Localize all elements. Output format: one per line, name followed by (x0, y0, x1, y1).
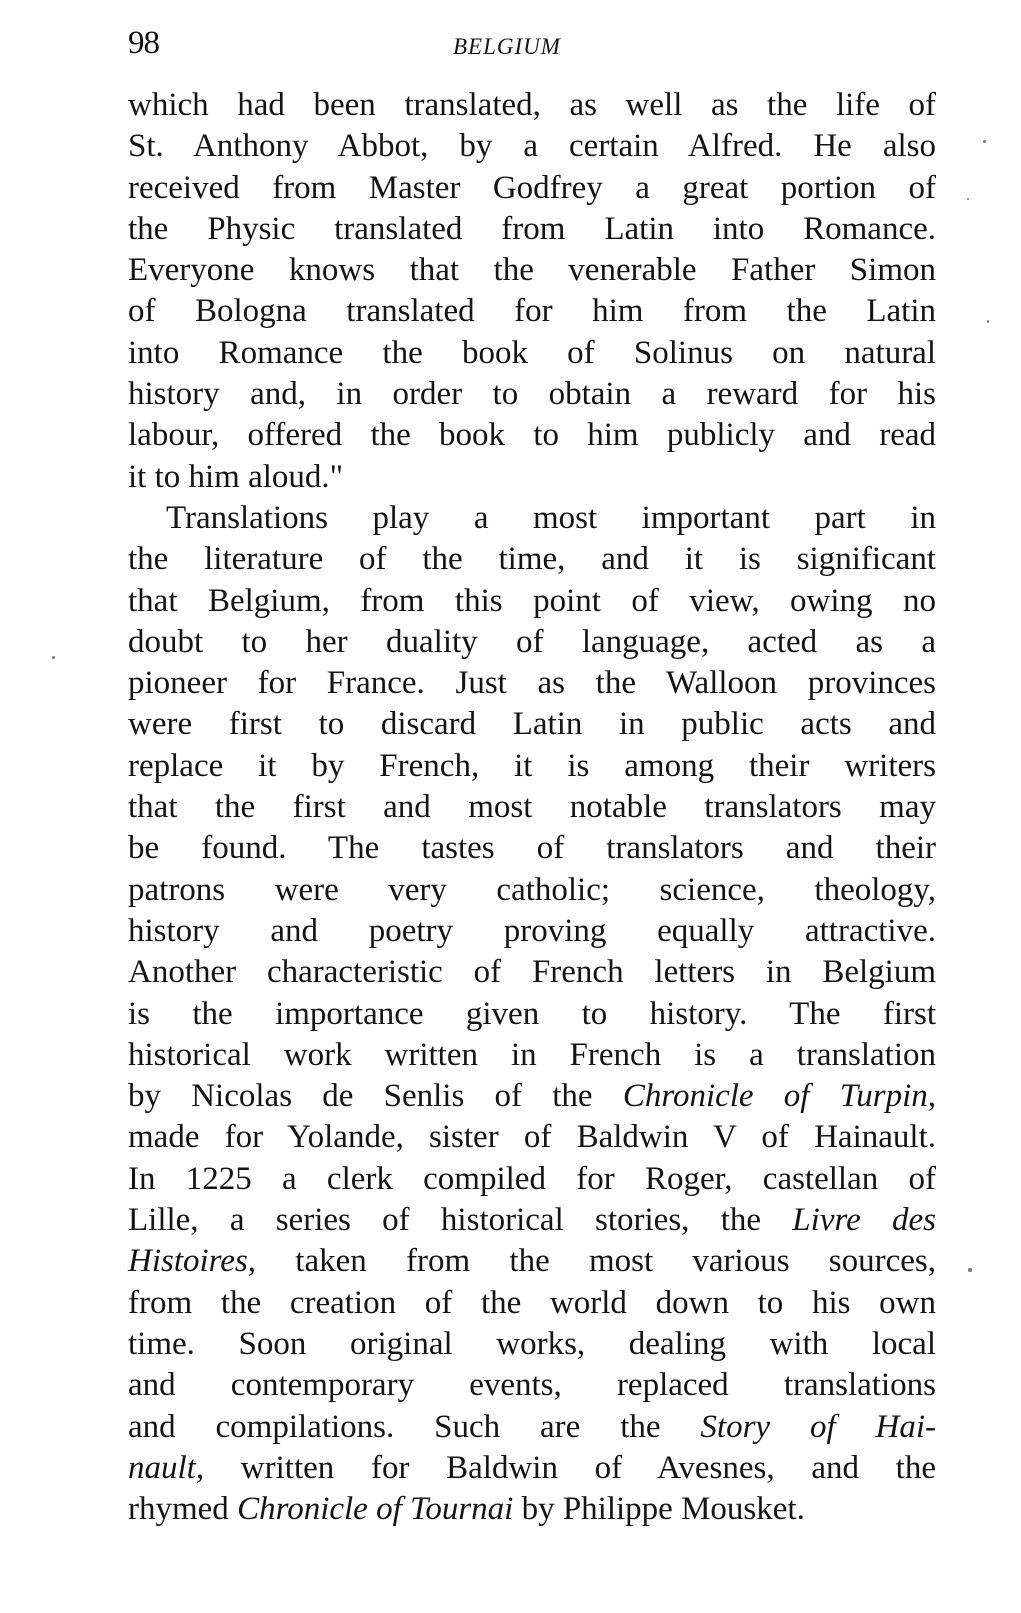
text-line (128, 1076, 936, 1117)
text-line: Translations play a most important part in (166, 499, 936, 536)
text-line: that the first and most notable translators may (128, 789, 936, 826)
text-segment: written for Baldwin of Avesnes, and the (204, 1449, 936, 1486)
text-line: received from Master Godfrey a great portion of (128, 169, 936, 206)
text-line: time. Soon original works, dealing with local (128, 1325, 936, 1362)
text-line: doubt to her duality of language, acted as a (128, 623, 936, 660)
text-line: history and, in order to obtain a reward for his (128, 376, 936, 413)
paragraph-2 (128, 498, 936, 1530)
text-line (128, 1489, 936, 1530)
text-line: the literature of the time, and it is significant (128, 541, 936, 578)
text-segment: Lille, a series of historical stories, the (128, 1202, 793, 1239)
text-line: replace it by French, it is among their writers (128, 747, 936, 784)
text-line: that Belgium, from this point of view, owing no (128, 582, 936, 619)
text-line (128, 1200, 936, 1241)
text-line: labour, offered the book to him publicly and read (128, 417, 936, 454)
text-line: which had been translated, as well as the life of (128, 87, 936, 123)
text-line: be found. The tastes of translators and their (128, 830, 936, 867)
text-line: historical work written in French is a translation (128, 1036, 936, 1073)
scan-speck (967, 198, 969, 200)
text-line: In 1225 a clerk compiled for Roger, castellan of (128, 1160, 936, 1197)
scan-speck (987, 320, 989, 323)
text-line: made for Yolande, sister of Baldwin V of Hainault. (128, 1119, 936, 1156)
text-segment: by Nicolas de Senlis of the (128, 1078, 623, 1115)
text-segment: and compilations. Such are the (128, 1408, 701, 1445)
text-line: pioneer for France. Just as the Walloon provinces (128, 665, 936, 702)
text-line: and contemporary events, replaced translations (128, 1367, 936, 1404)
text-line: Everyone knows that the venerable Father Simon (128, 252, 936, 289)
text-line: is the importance given to history. The first (128, 995, 936, 1032)
scan-speck (52, 656, 55, 659)
text-line: patrons were very catholic; science, theology, (128, 871, 936, 908)
scan-speck (968, 1268, 972, 1272)
text-line: into Romance the book of Solinus on natural (128, 334, 936, 371)
italic-title: Livre des (792, 1202, 936, 1239)
text-line (128, 1448, 936, 1489)
text-line: from the creation of the world down to his own (128, 1284, 936, 1321)
text-segment: taken from the most various sources, (256, 1243, 936, 1280)
text-line: Another characteristic of French letters in Belgium (128, 954, 936, 991)
text-segment: rhymed (128, 1491, 238, 1528)
text-line: of Bologna translated for him from the Latin (128, 293, 936, 330)
text-line: St. Anthony Abbot, by a certain Alfred. He also (128, 128, 936, 165)
text-line: were first to discard Latin in public acts and (128, 706, 936, 743)
text-segment: by Philippe Mousket. (513, 1491, 805, 1528)
italic-title: nault, (128, 1449, 205, 1486)
italic-title: Chronicle of Turpin, (622, 1078, 936, 1115)
text-line (128, 1407, 936, 1448)
italic-title: Chronicle of Tournai (237, 1491, 514, 1528)
page-number: 98 (128, 25, 159, 61)
text-line: it to him aloud." (128, 458, 344, 495)
italic-title: Histoires, (128, 1243, 257, 1280)
scan-speck (983, 140, 986, 143)
italic-title: Story of Hai- (700, 1408, 936, 1445)
text-line (128, 1241, 936, 1282)
text-line: the Physic translated from Latin into Romance. (128, 210, 936, 247)
page-header (128, 18, 936, 68)
running-head: BELGIUM (453, 34, 561, 59)
text-line: history and poetry proving equally attractive. (128, 912, 936, 949)
paragraph-1 (128, 85, 936, 498)
body-text (128, 85, 936, 1530)
